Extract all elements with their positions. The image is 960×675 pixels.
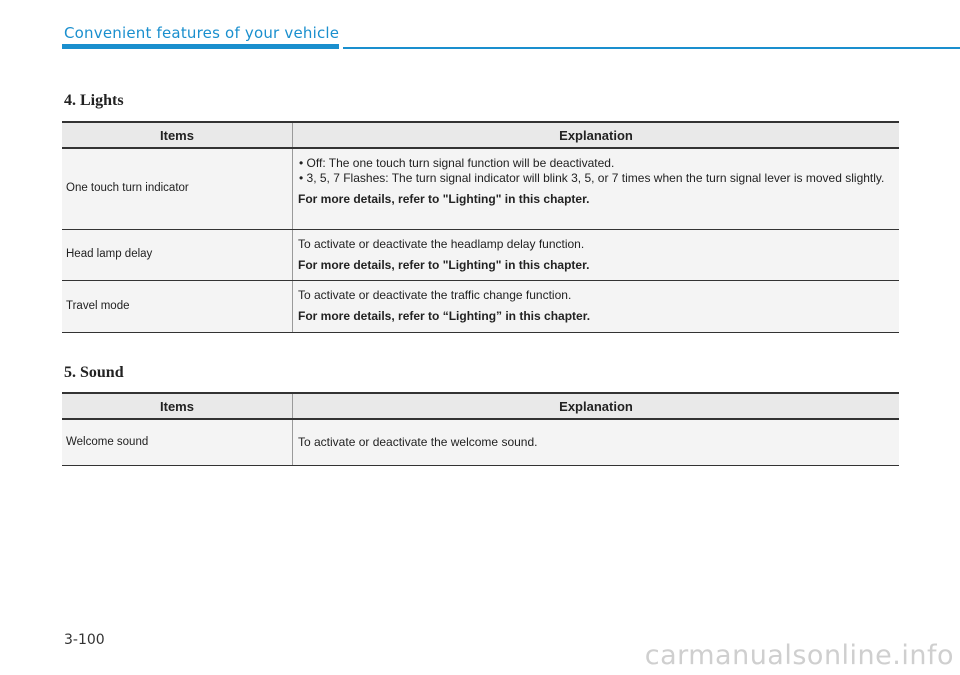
explanation-cell — [293, 280, 900, 332]
list-item: • 3, 5, 7 Flashes: The turn signal indicator will blink 3, 5, or 7 times when the turn signal lever is moved slightly. — [299, 171, 885, 185]
table-row — [62, 419, 899, 465]
section-title-lights: 4. Lights — [64, 92, 124, 109]
reference-note: For more details, refer to "Lighting" in this chapter. — [298, 192, 590, 206]
watermark: carmanualsonline.info — [644, 640, 954, 671]
chapter-title: Convenient features of your vehicle — [64, 24, 340, 42]
item-head-lamp-delay: Head lamp delay — [62, 229, 293, 280]
column-header-explanation: Explanation — [293, 122, 900, 148]
item-travel-mode: Travel mode — [62, 280, 293, 332]
page-number: 3-100 — [64, 632, 105, 648]
explanation-cell — [293, 148, 900, 229]
explanation-cell — [293, 419, 900, 465]
item-welcome-sound: Welcome sound — [62, 419, 293, 465]
table-row — [62, 280, 899, 332]
item-one-touch-turn-indicator: One touch turn indicator — [62, 148, 293, 229]
table-row — [62, 229, 899, 280]
explanation-text: To activate or deactivate the headlamp delay function. — [298, 236, 585, 251]
header-rule — [343, 47, 960, 49]
list-item: • Off: The one touch turn signal function will be deactivated. — [299, 156, 615, 170]
explanation-text: To activate or deactivate the welcome sound. — [298, 434, 538, 449]
table-header-row — [62, 393, 899, 419]
column-header-items: Items — [62, 122, 293, 148]
table-header-row — [62, 122, 899, 148]
explanation-cell — [293, 229, 900, 280]
column-header-explanation: Explanation — [293, 393, 900, 419]
reference-note: For more details, refer to “Lighting” in this chapter. — [298, 308, 591, 323]
lights-table — [62, 121, 899, 333]
header-accent-bar — [62, 44, 339, 49]
reference-note: For more details, refer to "Lighting" in this chapter. — [298, 257, 590, 272]
section-title-sound: 5. Sound — [64, 364, 124, 381]
table-row — [62, 148, 899, 229]
sound-table — [62, 392, 899, 466]
explanation-text: To activate or deactivate the traffic change function. — [298, 287, 572, 302]
column-header-items: Items — [62, 393, 293, 419]
